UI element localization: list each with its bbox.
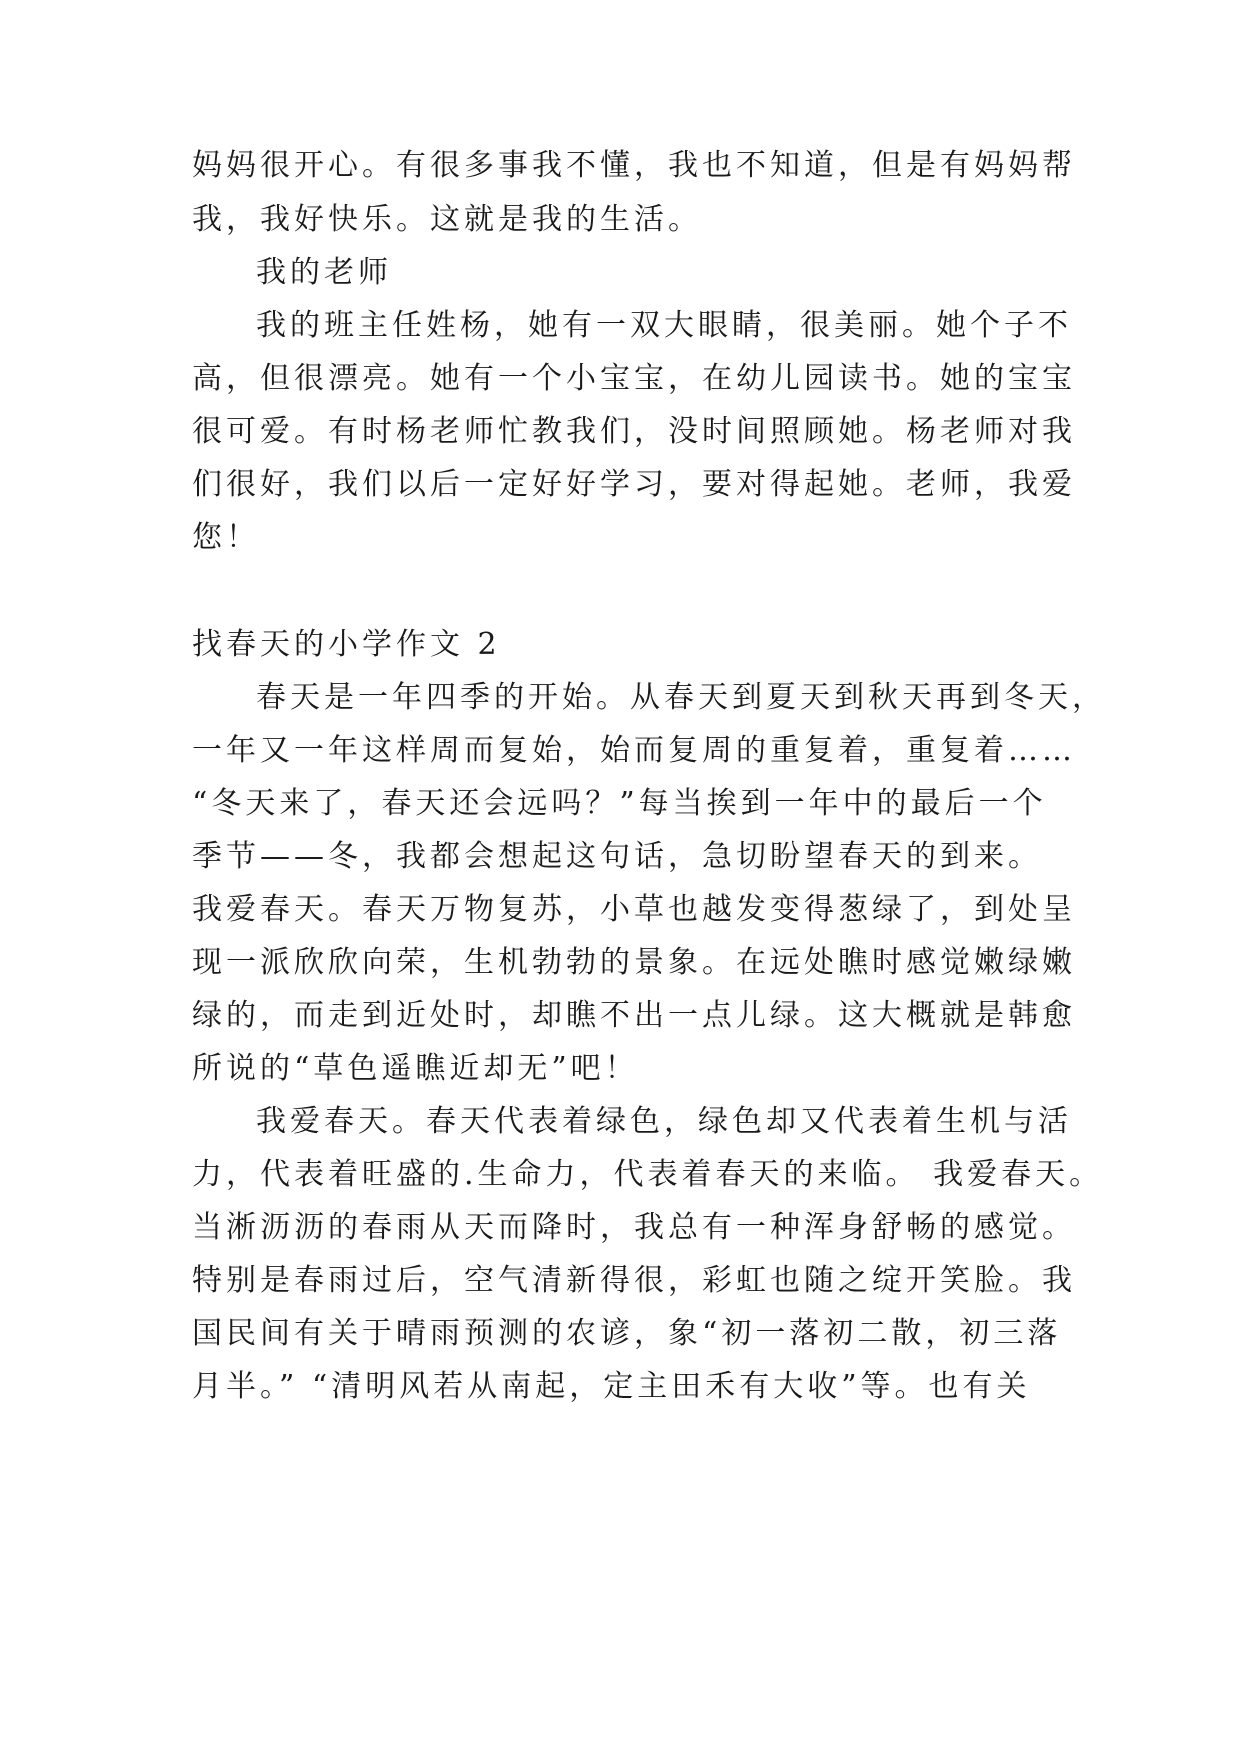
text-line: 您！ xyxy=(192,520,260,555)
text-line: 国民间有关于晴雨预测的农谚，象“初一落初二散，初三落 xyxy=(192,1316,1062,1351)
section-heading: 找春天的小学作文 2 xyxy=(192,627,501,662)
text-line: 妈妈很开心。有很多事我不懂，我也不知道，但是有妈妈帮 xyxy=(192,148,1076,183)
text-line: 所说的“草色遥瞧近却无”吧！ xyxy=(192,1051,639,1086)
text-line: 我爱春天。春天代表着绿色，绿色却又代表着生机与活 xyxy=(256,1104,1072,1139)
text-line: 季节——冬，我都会想起这句话，急切盼望春天的到来。 xyxy=(192,839,1042,874)
text-line: 们很好，我们以后一定好好学习，要对得起她。老师，我爱 xyxy=(192,467,1076,502)
text-line: 现一派欣欣向荣，生机勃勃的景象。在远处瞧时感觉嫩绿嫩 xyxy=(192,945,1076,980)
text-line: “冬天来了，春天还会远吗？”每当挨到一年中的最后一个 xyxy=(192,786,1047,821)
text-line: 当淅沥沥的春雨从天而降时，我总有一种浑身舒畅的感觉。 xyxy=(192,1210,1076,1245)
text-line: 力，代表着旺盛的.生命力，代表着春天的来临。 我爱春天。 xyxy=(192,1157,1104,1192)
text-line: 特别是春雨过后，空气清新得很，彩虹也随之绽开笑脸。我 xyxy=(192,1263,1076,1298)
text-line: 月半。” “清明风若从南起，定主田禾有大收”等。也有关 xyxy=(192,1369,1031,1404)
text-line: 我爱春天。春天万物复苏，小草也越发变得葱绿了，到处呈 xyxy=(192,892,1076,927)
text-line: 春天是一年四季的开始。从春天到夏天到秋天再到冬天， xyxy=(256,680,1106,715)
text-line: 一年又一年这样周而复始，始而复周的重复着，重复着…… xyxy=(192,733,1076,768)
text-line: 我的班主任姓杨，她有一双大眼睛，很美丽。她个子不 xyxy=(256,308,1072,343)
text-line: 我，我好快乐。这就是我的生活。 xyxy=(192,202,702,237)
text-line: 高，但很漂亮。她有一个小宝宝，在幼儿园读书。她的宝宝 xyxy=(192,361,1076,396)
text-line: 很可爱。有时杨老师忙教我们，没时间照顾她。杨老师对我 xyxy=(192,414,1076,449)
text-line: 绿的，而走到近处时，却瞧不出一点儿绿。这大概就是韩愈 xyxy=(192,998,1076,1033)
section-title: 我的老师 xyxy=(256,255,392,290)
